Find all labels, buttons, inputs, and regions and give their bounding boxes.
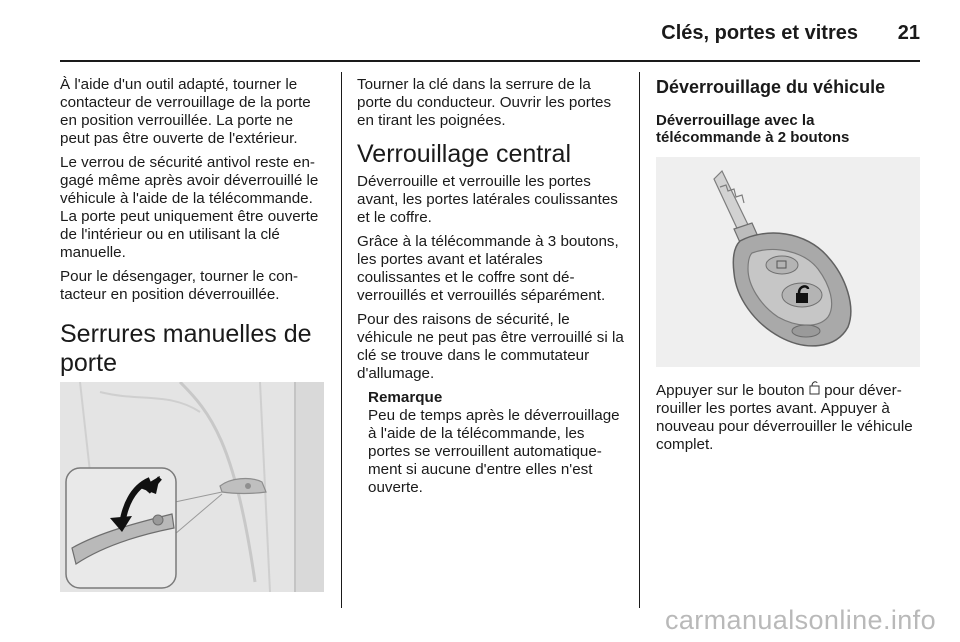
subsection-heading-remote-2-buttons: Déverrouillage avec la télécommande à 2 boutons (656, 112, 850, 146)
watermark: carmanualsonline.info (664, 605, 936, 635)
column-3 (656, 76, 920, 156)
header-title: Clés, portes et vitres (661, 22, 858, 44)
unlock-icon (809, 380, 820, 399)
page-number: 21 (897, 22, 920, 44)
section-heading-unlocking: Déverrouillage du véhicule (656, 77, 886, 97)
paragraph (656, 380, 920, 454)
paragraph: Déverrouille et verrouille les portes avant, les portes latérales coulissantes et le coffre. (357, 173, 618, 226)
column-3-lower (656, 380, 920, 460)
paragraph: Tourner la clé dans la serrure de la porte du conducteur. Ouvrir les portes en tirant les poignées. (357, 76, 612, 129)
door-handle-illustration (60, 382, 324, 592)
paragraph-text: pour déverrouiller les portes avant. Appuyer à nouveau pour déverrouiller le véhicule complet. (656, 382, 913, 453)
column-1 (60, 76, 326, 388)
column-2 (357, 76, 625, 497)
note-box (357, 389, 625, 497)
column-divider (341, 72, 342, 608)
paragraph: Le verrou de sécurité antivol reste engagé même après avoir déverrouillé le véhicule à l'aide de la télécommande. La porte peut uniquement être ouverte de l'intérieur ou en utilisant la clé manuelle. (60, 154, 319, 261)
door-handle-drawing (60, 382, 324, 592)
section-heading-manual-locks: Serrures manuelles de porte (60, 320, 312, 377)
paragraph: Pour le désengager, tourner le contacteur en position déverrouillée. (60, 268, 299, 303)
key-fob-drawing (656, 157, 920, 367)
column-divider (639, 72, 640, 608)
key-fob-illustration (656, 157, 920, 367)
header-rule (60, 60, 920, 62)
paragraph: À l'aide d'un outil adapté, tourner le contacteur de verrouillage de la porte en position verrouillée. La porte ne peut pas être ouverte de l'extérieur. (60, 76, 311, 147)
section-heading-central-locking: Verrouillage central (357, 140, 572, 168)
paragraph: Pour des raisons de sécurité, le véhicule ne peut pas être verrouillé si la clé se trouve dans le commutateur d'allumage. (357, 311, 624, 382)
paragraph: Grâce à la télécommande à 3 boutons, les portes avant et latérales coulissantes et le coffre sont déverrouillés et verrouillés séparément. (357, 233, 619, 304)
page-header (60, 18, 920, 58)
note-text: Peu de temps après le déverrouillage à l'aide de la télécommande, les portes se verrouillent automatiquement si aucune d'entre elles n'est ouverte. (368, 407, 620, 496)
note-title: Remarque (368, 389, 443, 406)
paragraph-text: Appuyer sur le bouton (656, 382, 805, 399)
